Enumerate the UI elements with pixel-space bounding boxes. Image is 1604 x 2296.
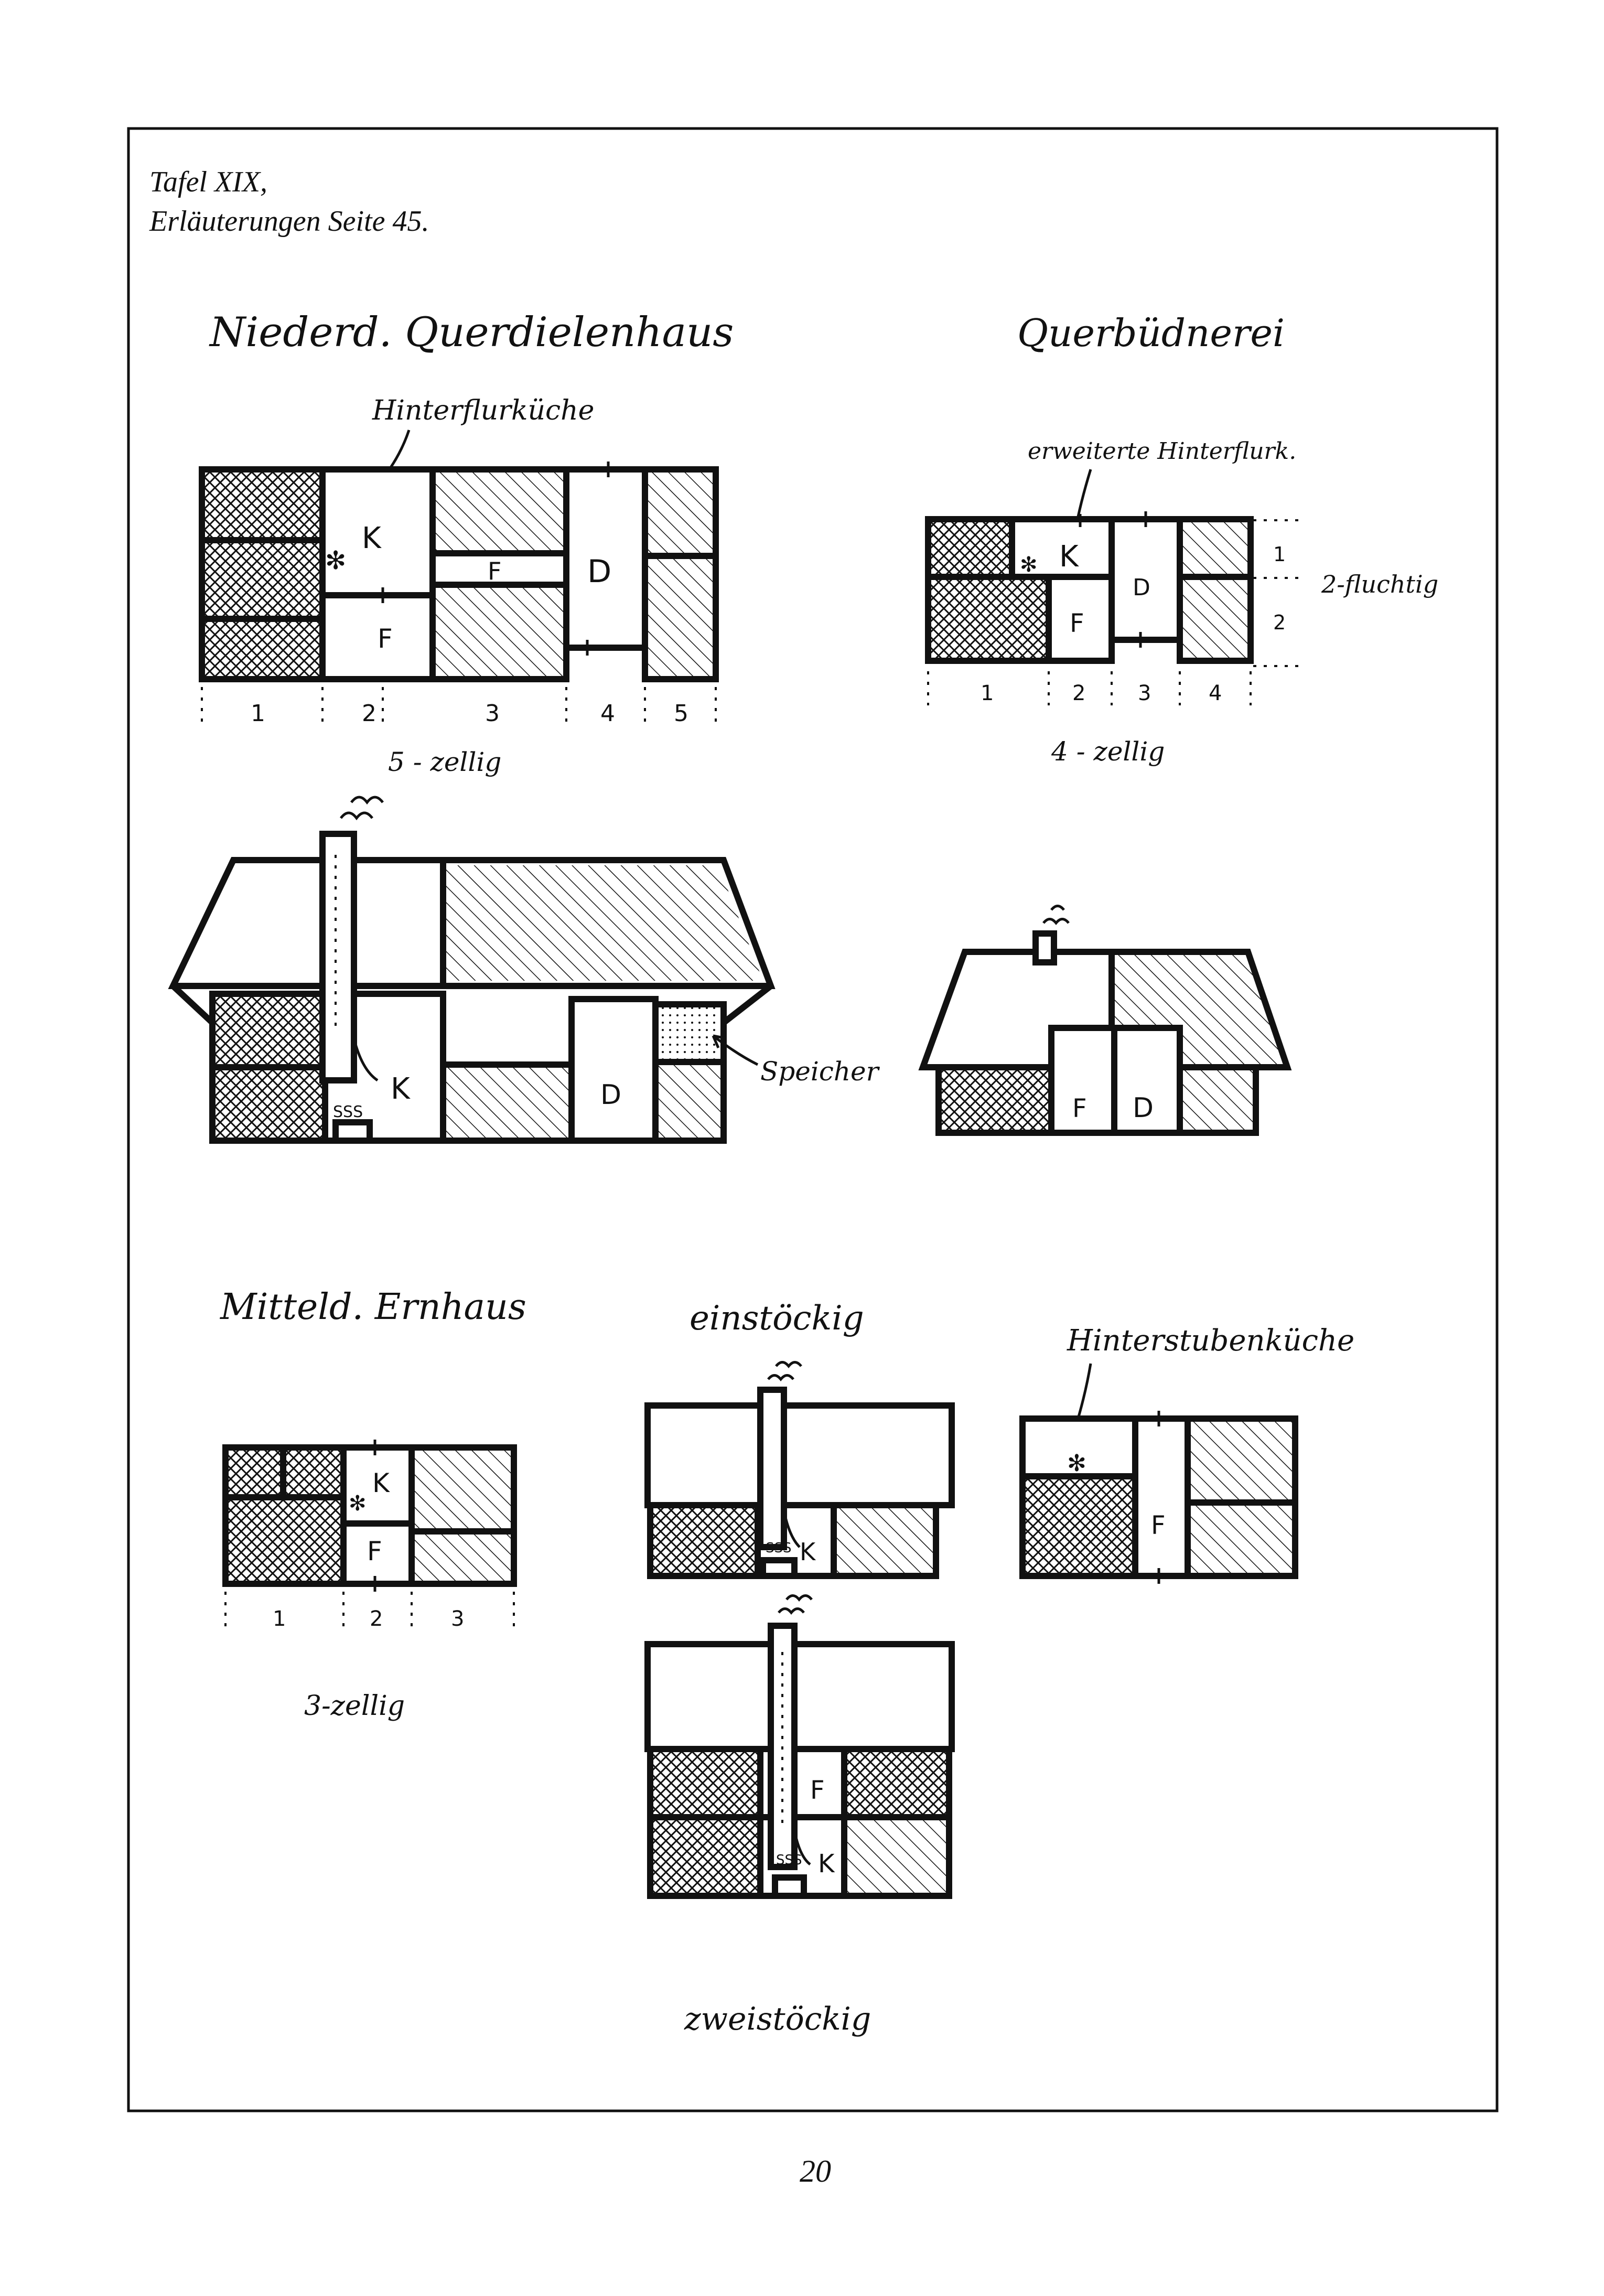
hearth-star-icon: ✻ — [1020, 553, 1038, 577]
ernhaus-plan — [225, 1440, 514, 1592]
zone-5: 5 — [674, 700, 688, 727]
hinterflurkuche-annotation: Hinterflurküche — [372, 395, 595, 426]
erweiterte-annotation: erweiterte Hinterflurk. — [1028, 438, 1297, 465]
zone-1: 1 — [251, 700, 265, 727]
room-flur: F — [378, 624, 393, 654]
hearth-fire: SSS — [333, 1103, 363, 1121]
zone-3: 3 — [485, 700, 500, 727]
querdielenhaus-plan — [202, 462, 716, 679]
smoke-icon — [768, 1362, 801, 1380]
hinterstubenkuche-title: Hinterstubenküche — [1067, 1324, 1355, 1358]
room-flur: F — [1151, 1511, 1166, 1540]
explanation-reference: Erläuterungen Seite 45. — [149, 205, 429, 238]
cell-count: 3-zellig — [304, 1690, 405, 1722]
room-kitchen: K — [372, 1468, 390, 1498]
room-diele: D — [1133, 1092, 1154, 1124]
hearth-star-icon: ✻ — [325, 546, 347, 575]
zone-3: 3 — [451, 1607, 465, 1631]
room-kitchen: K — [1059, 540, 1079, 574]
smoke-icon — [341, 797, 383, 818]
zone-1: 1 — [273, 1607, 286, 1631]
room-kitchen: K — [391, 1072, 410, 1106]
room-flur: F — [367, 1536, 382, 1567]
smoke-icon — [1043, 906, 1069, 924]
zone-4: 4 — [600, 700, 615, 727]
room-diele: D — [587, 553, 612, 590]
querbudnerei-title: Querbüdnerei — [1017, 311, 1285, 355]
querdielenhaus-section — [202, 309, 734, 777]
room-flur: F — [1072, 1094, 1087, 1123]
row-1: 1 — [1273, 543, 1286, 566]
einstockig-title: einstöckig — [690, 1299, 864, 1338]
ernhaus-section — [219, 1286, 526, 1722]
zone-4: 4 — [1209, 681, 1222, 705]
zone-3: 3 — [1138, 681, 1151, 705]
chimney — [1036, 934, 1054, 962]
cell-count: 4 - zellig — [1051, 736, 1165, 767]
zone-1: 1 — [981, 681, 994, 705]
hearth-star-icon: ✻ — [1067, 1450, 1086, 1477]
elevation-small — [923, 906, 1287, 1133]
room-diele: D — [1133, 574, 1150, 601]
flight-guides — [1253, 520, 1306, 666]
hearth-fire: SSS — [766, 1540, 792, 1556]
room-kitchen: K — [800, 1538, 816, 1566]
zweistockig-section — [648, 1596, 952, 2038]
room-flur: F — [1070, 609, 1084, 638]
zweistockig-title: zweistöckig — [684, 2001, 871, 2037]
zone-2: 2 — [370, 1607, 383, 1631]
hearth-star-icon: ✻ — [349, 1492, 367, 1516]
elevation-large — [173, 797, 771, 1141]
chimney — [322, 834, 354, 1080]
speicher-annotation: Speicher — [760, 1056, 879, 1087]
ernhaus-title: Mitteld. Ernhaus — [220, 1286, 526, 1328]
room-flur-upper: F — [488, 557, 502, 585]
cell-count: 5 - zellig — [388, 747, 502, 777]
hearth-fire: SSS — [776, 1852, 802, 1868]
zone-dividers — [928, 671, 1251, 705]
smoke-icon — [779, 1596, 812, 1613]
chimney — [760, 1390, 784, 1547]
room-kitchen: K — [362, 521, 381, 555]
plate-label: Tafel XIX, — [149, 166, 268, 198]
room-kitchen: K — [818, 1849, 835, 1879]
flight-note: 2-fluchtig — [1321, 570, 1439, 598]
querbudnerei-section — [928, 311, 1438, 767]
querbudnerei-plan — [928, 511, 1251, 661]
einstockig-section — [648, 1299, 952, 1576]
room-flur: F — [810, 1776, 825, 1805]
querdielenhaus-title: Niederd. Querdielenhaus — [210, 309, 734, 356]
zone-dividers — [202, 687, 716, 726]
page-number: 20 — [800, 2154, 831, 2188]
row-2: 2 — [1273, 611, 1286, 634]
room-diele: D — [600, 1079, 622, 1111]
zone-2: 2 — [1072, 681, 1086, 705]
zone-2: 2 — [362, 700, 376, 727]
